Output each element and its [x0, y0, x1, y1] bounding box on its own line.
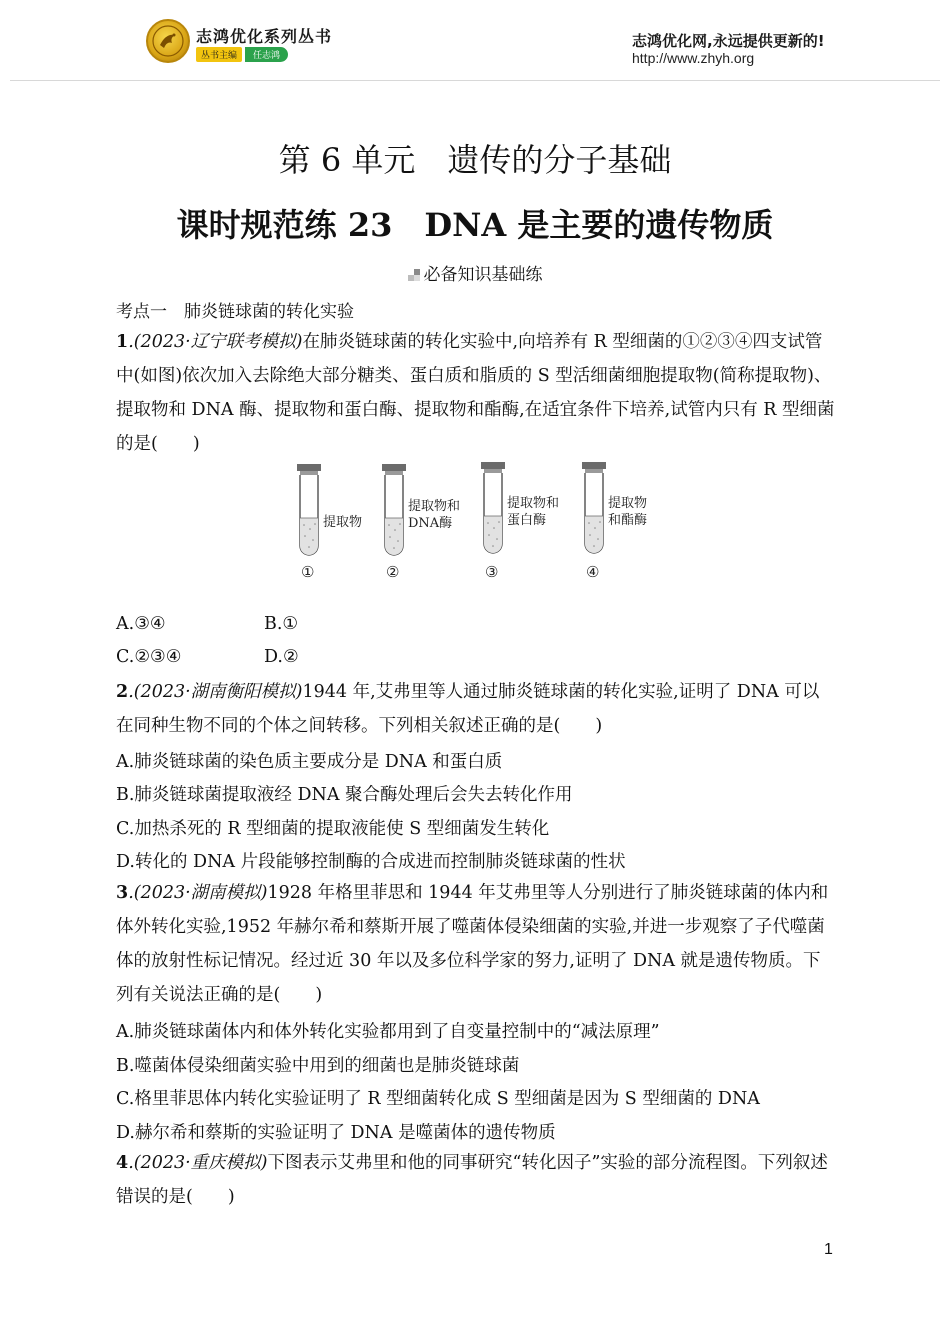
question-stem: 1944 年,艾弗里等人通过肺炎链球菌的转化实验,证明了 DNA 可以在同种生物不同的个体之间转移。下列相关叙述正确的是( )	[116, 682, 820, 736]
tube-2-number: ②	[386, 563, 400, 581]
tube-3-label-line2: 蛋白酶	[507, 513, 547, 528]
tube-4-number: ④	[586, 563, 600, 581]
question-source: .(2023·湖南衡阳模拟)	[128, 682, 303, 702]
test-tube-1	[297, 464, 362, 581]
question-stem: 1928 年格里菲思和 1944 年艾弗里等人分别进行了肺炎链球菌的体内和体外转化实验,1952 年赫尔希和蔡斯开展了噬菌体侵染细菌的实验,并进一步观察了子代噬菌体的放射性标记情况。经过近 30 年以及多位科学家的努力,证明了 DNA 就是遗传物质。下列有关说法正确的是( )	[116, 883, 829, 1005]
q1-option-b[interactable]: B.①	[264, 614, 299, 634]
q1-option-c[interactable]: C.②③④	[116, 647, 182, 667]
question-number: 1	[116, 332, 129, 352]
brand-tag-left: 丛书主编	[196, 47, 242, 62]
q3-option-d[interactable]: D.赫尔希和蔡斯的实验证明了 DNA 是噬菌体的遗传物质	[116, 1123, 556, 1143]
brand-title: 志鸿优化系列丛书	[196, 27, 333, 46]
q2-option-c[interactable]: C.加热杀死的 R 型细菌的提取液能使 S 型细菌发生转化	[116, 819, 550, 839]
header-slogan: 志鸿优化网,永远提供更新的!	[632, 32, 825, 50]
point-title: 考点一 肺炎链球菌的转化实验	[116, 302, 354, 322]
question-source: .(2023·重庆模拟)	[128, 1153, 268, 1173]
section-tag	[0, 260, 950, 285]
question-source: .(2023·辽宁联考模拟)	[128, 332, 303, 352]
tube-4-label-line1: 提取物	[608, 496, 648, 511]
q3-option-c[interactable]: C.格里菲思体内转化实验证明了 R 型细菌转化成 S 型细菌是因为 S 型细菌的 DNA	[116, 1089, 760, 1109]
page-number: 1	[824, 1241, 833, 1258]
question-1	[116, 325, 836, 461]
brand-tag-right: 任志鸿	[245, 47, 288, 62]
question-2	[116, 675, 836, 743]
test-tube-2	[382, 464, 460, 581]
unit-title: 第 6 单元 遗传的分子基础	[278, 141, 672, 179]
q2-option-d[interactable]: D.转化的 DNA 片段能够控制酶的合成进而控制肺炎链球菌的性状	[116, 852, 626, 872]
question-stem: 下图表示艾弗里和他的同事研究“转化因子”实验的部分流程图。下列叙述错误的是( )	[116, 1153, 828, 1207]
lesson-title: 课时规范练 23 DNA 是主要的遗传物质	[176, 206, 774, 244]
tube-2-label-line1: 提取物和	[408, 499, 461, 514]
q3-option-a[interactable]: A.肺炎链球菌体内和体外转化实验都用到了自变量控制中的“减法原理”	[116, 1022, 660, 1042]
question-stem: 在肺炎链球菌的转化实验中,向培养有 R 型细菌的①②③④四支试管中(如图)依次加入去除绝大部分糖类、蛋白质和脂质的 S 型活细菌细胞提取物(简称提取物)、提取物和 DNA 酶、提取物和蛋白酶、提取物和酯酶,在适宜条件下培养,试管内只有 R 型细菌的是( )	[116, 332, 835, 454]
brand-editor-tag	[196, 47, 288, 61]
q3-option-b[interactable]: B.噬菌体侵染细菌实验中用到的细菌也是肺炎链球菌	[116, 1056, 520, 1076]
q1-option-a[interactable]: A.③④	[116, 614, 166, 634]
tube-2-label-line2: DNA酶	[408, 516, 453, 531]
test-tube-figure	[286, 458, 666, 588]
section-tag-label: 必备知识基础练	[423, 265, 543, 285]
q2-option-b[interactable]: B.肺炎链球菌提取液经 DNA 聚合酶处理后会失去转化作用	[116, 785, 573, 805]
question-number: 3	[116, 883, 129, 903]
question-3	[116, 876, 836, 1012]
question-4	[116, 1146, 836, 1214]
tube-4-label-line2: 和酯酶	[608, 513, 648, 528]
question-source: .(2023·湖南模拟)	[128, 883, 268, 903]
tube-1-label: 提取物	[323, 515, 363, 530]
section-square-icon	[408, 269, 420, 281]
q1-option-d[interactable]: D.②	[264, 647, 299, 667]
question-number: 4	[116, 1153, 129, 1173]
tube-3-number: ③	[485, 563, 499, 581]
header-url-link[interactable]: http://www.zhyh.org	[632, 50, 755, 66]
tube-3-label-line1: 提取物和	[507, 496, 560, 511]
test-tube-3	[481, 462, 559, 581]
crane-emblem-icon	[148, 21, 188, 61]
brand-logo	[146, 19, 190, 63]
q2-option-a[interactable]: A.肺炎链球菌的染色质主要成分是 DNA 和蛋白质	[116, 752, 503, 772]
test-tube-4	[582, 462, 647, 581]
tube-1-number: ①	[301, 563, 315, 581]
question-number: 2	[116, 682, 129, 702]
header-divider	[10, 80, 940, 81]
page-header	[0, 0, 950, 110]
